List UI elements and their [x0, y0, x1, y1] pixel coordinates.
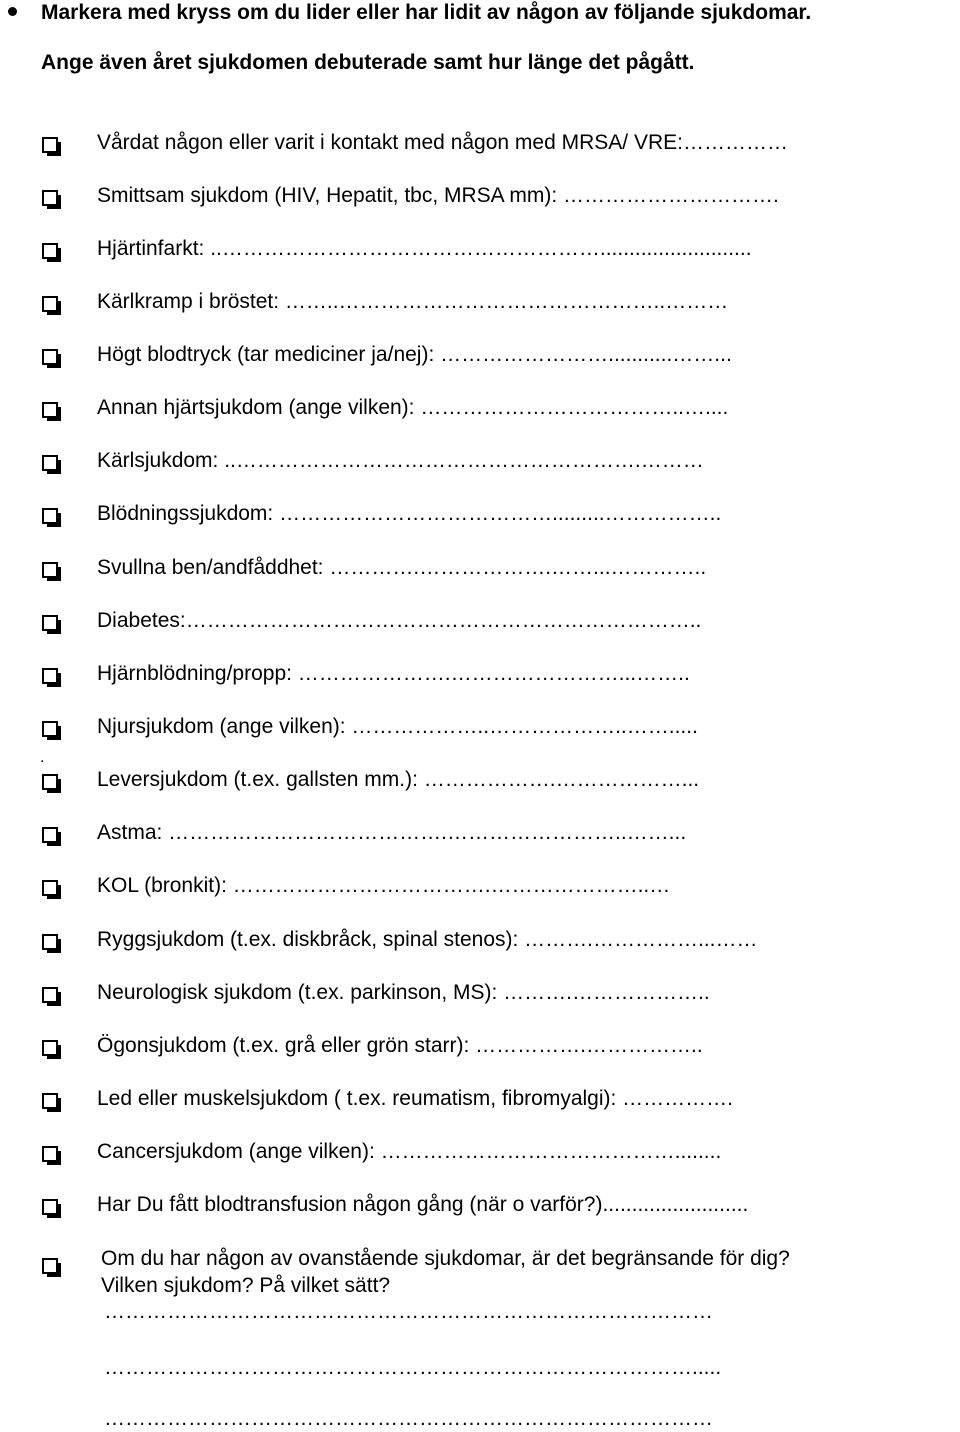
item-label: Vårdat någon eller varit i kontakt med någon med MRSA/ VRE:…………… — [97, 131, 788, 154]
intro-line-2: Ange även året sjukdomen debuterade samt hur länge det pågått. — [41, 51, 695, 74]
item-label: Neurologisk sjukdom (t.ex. parkinson, MS): ……….……………….. — [97, 981, 710, 1004]
checkbox-icon[interactable] — [42, 987, 58, 1003]
checkbox-icon[interactable] — [42, 349, 58, 365]
checklist-item-ryggsjukdom — [0, 926, 960, 956]
item-label: Kärlkramp i bröstet: ……..………………………………………..……… — [97, 290, 729, 313]
checklist-item-leversjukdom — [0, 766, 960, 796]
item-label: Ögonsjukdom (t.ex. grå eller grön starr): …………….…………….. — [97, 1034, 703, 1057]
checklist-item-blodtransfusion — [0, 1191, 960, 1221]
checkbox-icon[interactable] — [42, 562, 58, 578]
item-label: Smittsam sjukdom (HIV, Hepatit, tbc, MRSA mm): …………………………. — [97, 184, 779, 207]
item-label: KOL (bronkit): ……………………………….…………………..… — [97, 874, 671, 897]
item-label: Blödningssjukdom: ………………………………….........…………….. — [97, 502, 722, 525]
checklist-item-karlkramp — [0, 288, 960, 318]
checklist-item-astma — [0, 819, 960, 849]
checklist-item-njursjukdom — [0, 713, 960, 743]
item-label: Astma: ………………………………….……………………..……... — [97, 821, 687, 844]
checkbox-icon[interactable] — [42, 1258, 58, 1274]
item-label: Har Du fått blodtransfusion någon gång (när o varför?)......................... — [97, 1193, 749, 1216]
checkbox-icon[interactable] — [42, 1199, 58, 1215]
checklist-item-smittsam — [0, 182, 960, 212]
checklist-item-diabetes — [0, 607, 960, 637]
checklist-item-blodningssjukdom — [0, 500, 960, 530]
checkbox-icon[interactable] — [42, 774, 58, 790]
item-label: Led eller muskelsjukdom ( t.ex. reumatism, fibromyalgi): ……………. — [97, 1087, 733, 1110]
checklist-item-karlsjukdom — [0, 447, 960, 477]
item-label: Leversjukdom (t.ex. gallsten mm.): ……………….………………... — [97, 768, 700, 791]
answer-line-1[interactable]: …………………………………………………………………………… — [104, 1300, 713, 1323]
checkbox-icon[interactable] — [42, 880, 58, 896]
checkbox-icon[interactable] — [42, 1093, 58, 1109]
checklist-item-led-muskel — [0, 1085, 960, 1115]
checkbox-icon[interactable] — [42, 296, 58, 312]
item-label: Hjärtinfarkt: ..……………………………………………….......................... — [97, 237, 752, 260]
checkbox-icon[interactable] — [42, 243, 58, 259]
item-label: Svullna ben/andfåddhet: ………….……………….……...………….. — [97, 556, 707, 579]
checkbox-icon[interactable] — [42, 402, 58, 418]
checklist-item-hjartsjukdom — [0, 394, 960, 424]
checklist-item-neurologisk — [0, 979, 960, 1009]
item-label: Cancersjukdom (ange vilken): ……………………………………........ — [97, 1140, 722, 1163]
item-label: Hjärnblödning/propp: ………………….……………………...…….. — [97, 662, 690, 685]
checkbox-icon[interactable] — [42, 934, 58, 950]
checkbox-icon[interactable] — [42, 615, 58, 631]
checklist-item-svullna-ben — [0, 554, 960, 584]
checkbox-icon[interactable] — [42, 455, 58, 471]
checklist-item-cancer — [0, 1138, 960, 1168]
item-label: Kärlsjukdom: ..………………………………………………….……… — [97, 449, 704, 472]
item-label: Ryggsjukdom (t.ex. diskbråck, spinal stenos): ……….……………...…… — [97, 928, 758, 951]
checkbox-icon[interactable] — [42, 668, 58, 684]
checklist-item-ogonsjukdom — [0, 1032, 960, 1062]
item-label: Diabetes:……………………………………………………………….. — [97, 609, 702, 632]
answer-line-2[interactable]: …………………………………………………………………………..... — [104, 1356, 722, 1379]
checklist-item-blodtryck — [0, 341, 960, 371]
intro-line-1: Markera med kryss om du lider eller har lidit av någon av följande sjukdomar. — [41, 1, 812, 24]
checklist-item-mrsa-vre — [0, 129, 960, 159]
item-label: Högt blodtryck (tar mediciner ja/nej): ……………………...........……... — [97, 343, 732, 366]
checkbox-icon[interactable] — [42, 1146, 58, 1162]
checkbox-icon[interactable] — [42, 137, 58, 153]
checklist-item-kol — [0, 872, 960, 902]
checklist-item-hjartinfarkt — [0, 235, 960, 265]
final-question-line-2: Vilken sjukdom? På vilket sätt? — [101, 1274, 391, 1297]
checkbox-icon[interactable] — [42, 721, 58, 737]
checklist-item-hjarnblodning — [0, 660, 960, 690]
item-label: Njursjukdom (ange vilken): ………………..………………..……..... — [97, 715, 698, 738]
answer-line-3[interactable]: …………………………………………………………………………… — [104, 1407, 713, 1430]
bullet-icon — [8, 7, 17, 16]
final-question-line-1: Om du har någon av ovanstående sjukdomar, är det begränsande för dig? — [101, 1247, 790, 1270]
checkbox-icon[interactable] — [42, 508, 58, 524]
item-label: Annan hjärtsjukdom (ange vilken): ………………………………..….... — [97, 396, 729, 419]
stray-mark: . — [40, 749, 45, 766]
checkbox-icon[interactable] — [42, 190, 58, 206]
checkbox-icon[interactable] — [42, 1040, 58, 1056]
checkbox-icon[interactable] — [42, 827, 58, 843]
